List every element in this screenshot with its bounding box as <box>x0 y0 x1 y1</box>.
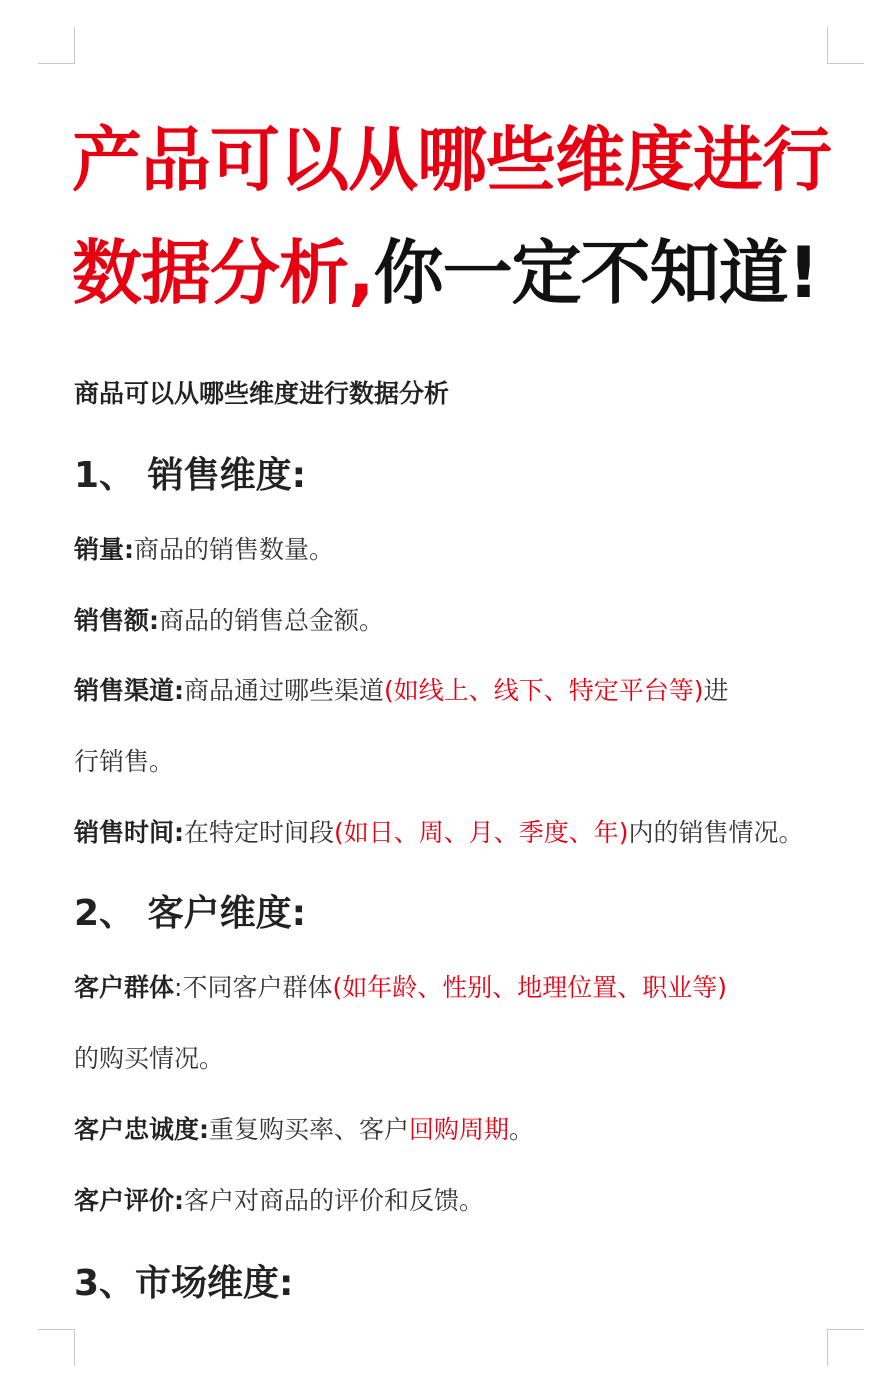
crop-mark-top-left <box>38 27 75 64</box>
item-sales-channel <box>74 671 729 707</box>
item-text: 商品通过哪些渠道 <box>184 676 385 705</box>
main-title-black-part: 你一定不知道! <box>373 232 819 314</box>
crop-mark-bottom-left <box>38 1329 75 1366</box>
item-label: 销售渠道: <box>74 676 184 705</box>
item-text: 商品的销售总金额。 <box>159 606 385 635</box>
main-title-line-2 <box>72 232 819 314</box>
item-text-end: 。 <box>509 1115 535 1144</box>
item-label: 客户评价: <box>74 1186 184 1215</box>
item-customer-loyalty <box>74 1110 534 1146</box>
item-customer-group <box>74 968 727 1004</box>
item-customer-group-continued: 的购买情况。 <box>74 1044 225 1073</box>
item-text-end: 进 <box>703 676 729 705</box>
item-text: 商品的销售数量。 <box>134 535 335 564</box>
section-heading-customer: 2、 客户维度: <box>74 893 306 934</box>
item-highlight: 回购周期 <box>409 1115 510 1144</box>
item-text-end: 内的销售情况。 <box>628 818 804 847</box>
item-customer-review <box>74 1181 484 1217</box>
crop-mark-bottom-right <box>827 1329 864 1366</box>
item-highlight: (如年龄、性别、地理位置、职业等) <box>332 973 727 1002</box>
item-separator: : <box>174 973 183 1002</box>
item-text: 客户对商品的评价和反馈。 <box>184 1186 485 1215</box>
item-sales-volume <box>74 530 334 566</box>
main-title-line-1: 产品可以从哪些维度进行 <box>72 119 831 201</box>
item-text: 重复购买率、客户 <box>209 1115 410 1144</box>
item-sales-amount <box>74 601 384 637</box>
item-highlight: (如日、周、月、季度、年) <box>334 818 629 847</box>
section-heading-market: 3、市场维度: <box>74 1263 294 1304</box>
item-label: 客户群体 <box>74 973 175 1002</box>
item-text: 在特定时间段 <box>184 818 335 847</box>
item-label: 客户忠诚度: <box>74 1115 209 1144</box>
item-label: 销售额: <box>74 606 159 635</box>
section-heading-sales: 1、 销售维度: <box>74 455 306 496</box>
item-label: 销量: <box>74 535 134 564</box>
item-label: 销售时间: <box>74 818 184 847</box>
item-highlight: (如线上、线下、特定平台等) <box>384 676 704 705</box>
crop-mark-top-right <box>827 27 864 64</box>
main-title-red-part: 数据分析, <box>72 232 374 314</box>
item-sales-channel-continued: 行销售。 <box>74 747 175 776</box>
document-subtitle: 商品可以从哪些维度进行数据分析 <box>74 379 450 408</box>
item-text: 不同客户群体 <box>182 973 333 1002</box>
item-sales-time <box>74 813 804 849</box>
